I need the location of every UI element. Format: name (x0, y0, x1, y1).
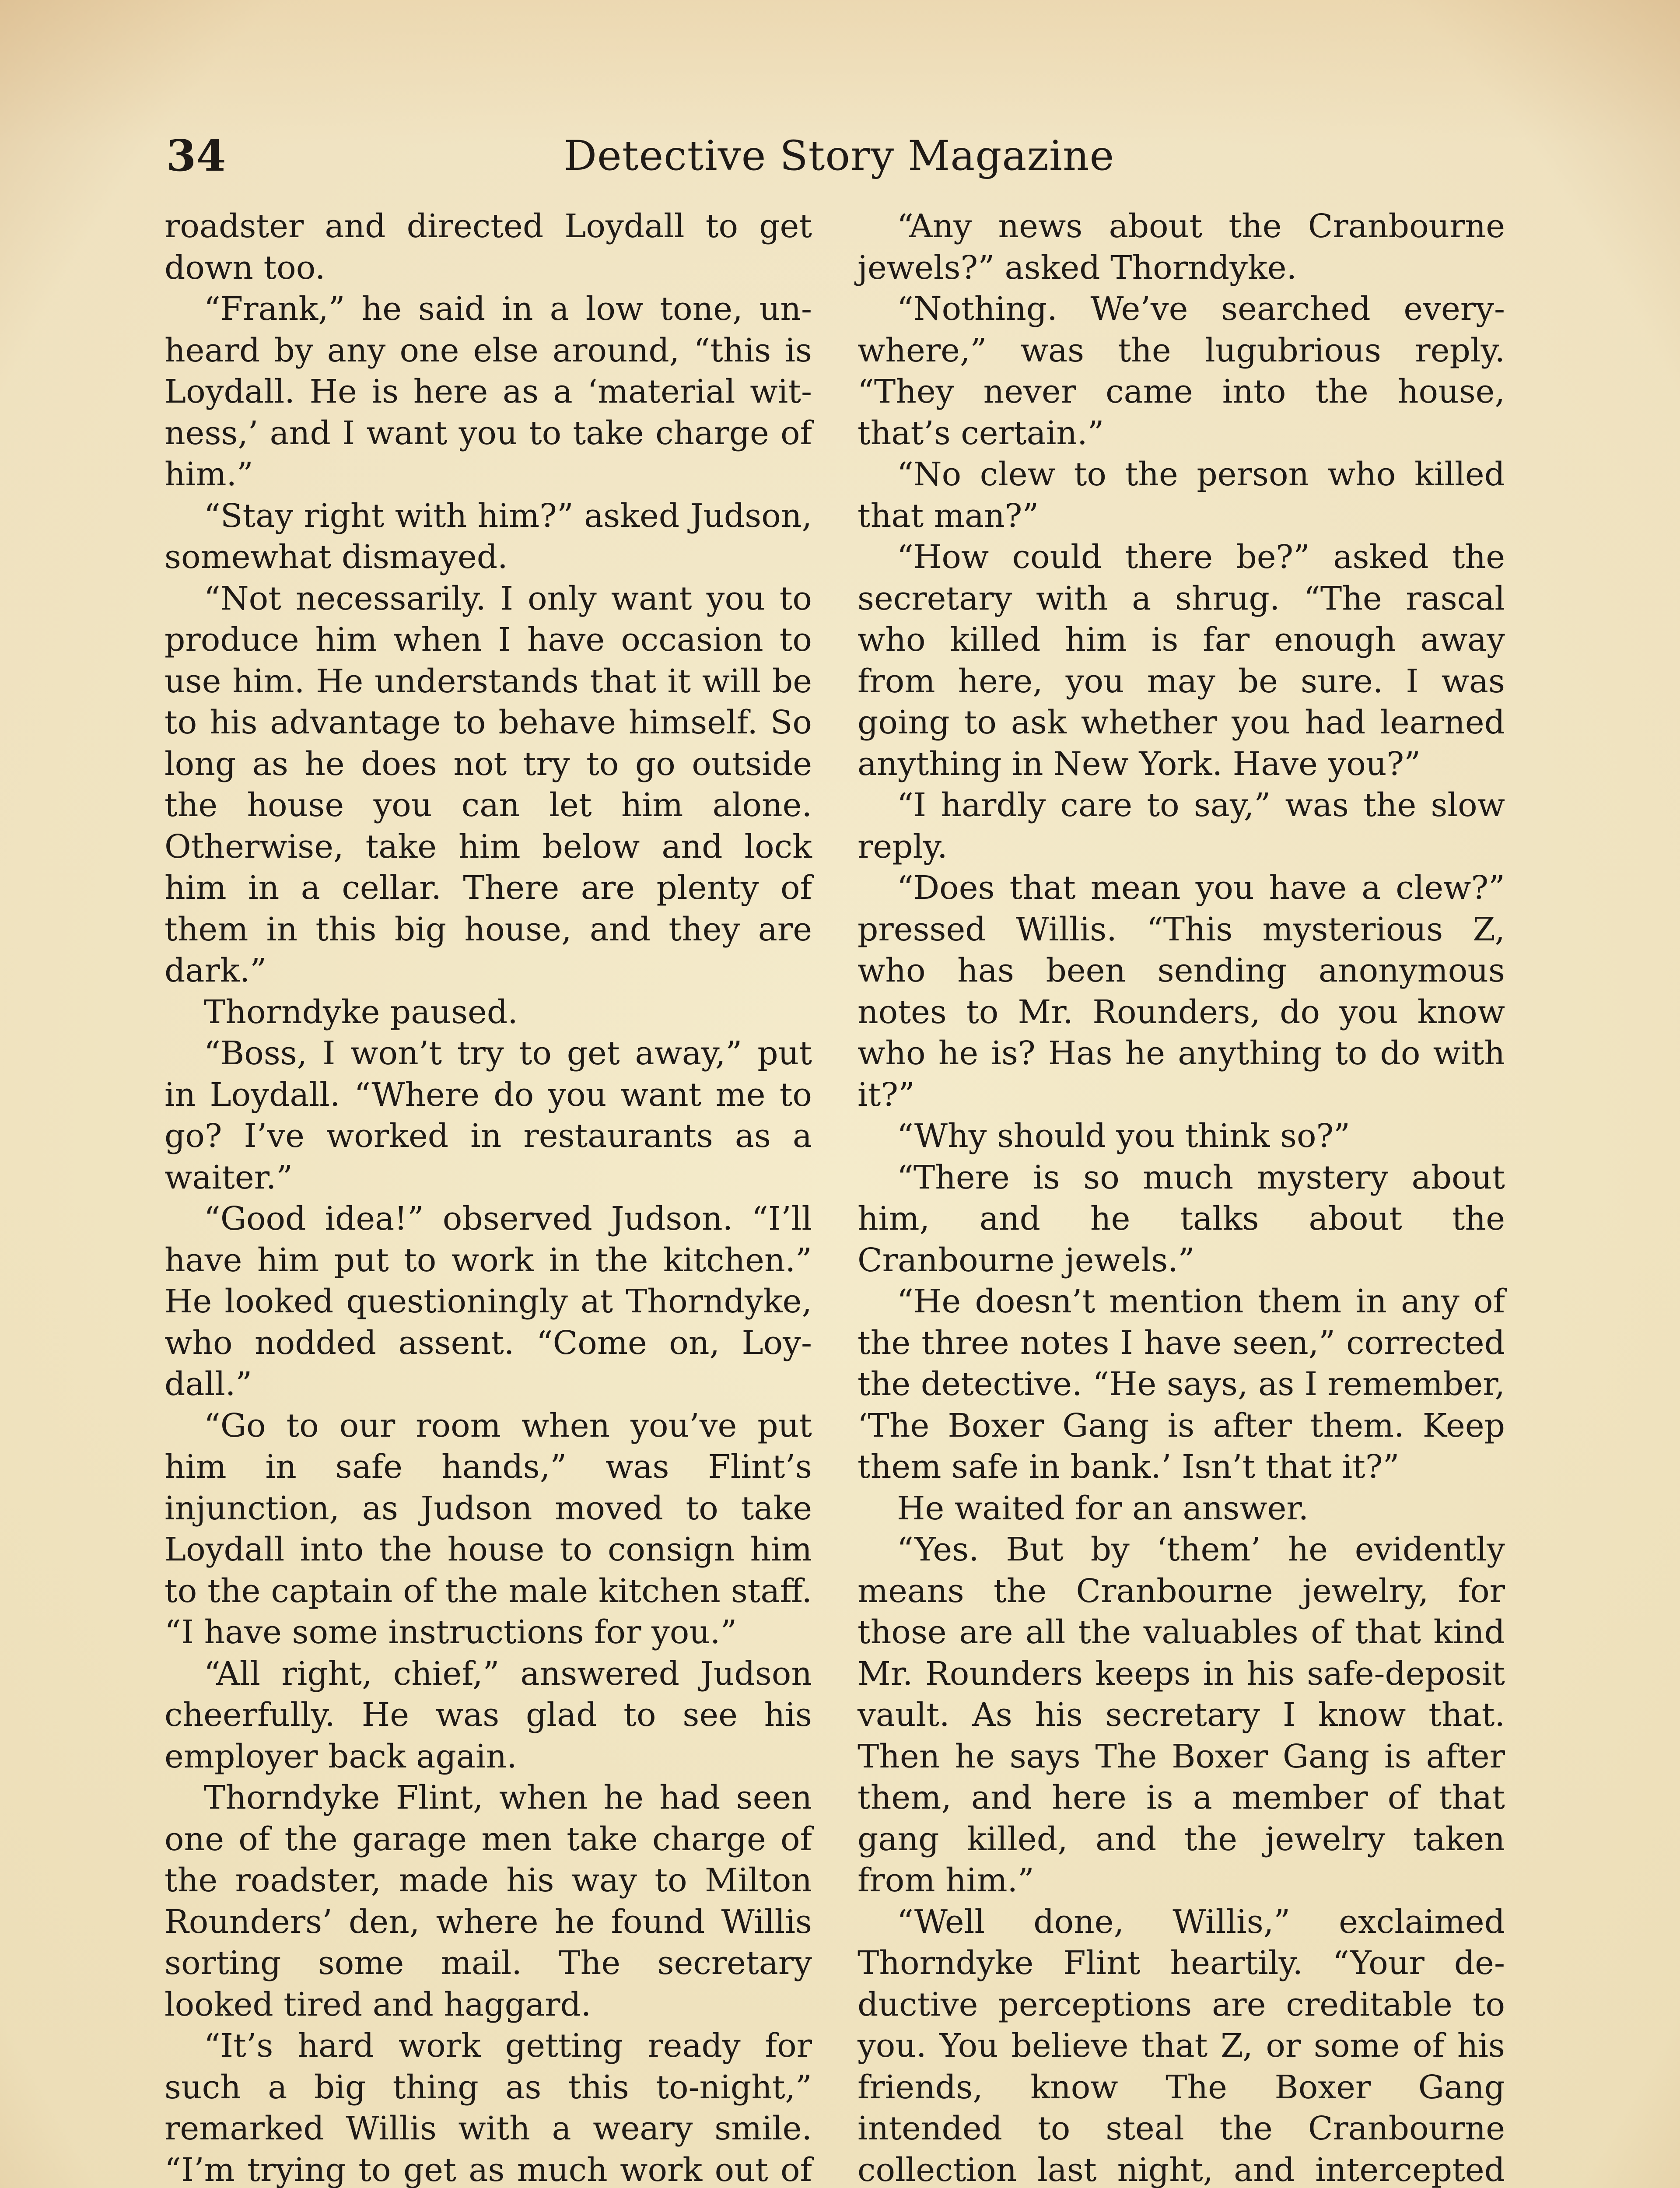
right-column (858, 206, 1505, 2188)
page-header (166, 128, 1512, 185)
left-column (164, 206, 812, 2188)
paragraph: “Nothing. We’ve searched everywhere,” was the lugubrious reply. “They never came into the house, that’s certain.” (858, 290, 1505, 452)
paragraph: “I hardly care to say,” was the slow reply. (858, 786, 1505, 866)
paragraph: “Boss, I won’t try to get away,” put in Loydall. “Where do you want me to go? I’ve worked in restaurants as a waiter.” (164, 1034, 812, 1196)
paragraph: “All right, chief,” answered Judson cheerfully. He was glad to see his employer back again. (164, 1655, 812, 1775)
paragraph: roadster and directed Loydall to get down too. (164, 207, 812, 287)
paragraph: “Not necessarily. I only want you to produce him when I have occasion to use him. He understands that it will be to his advantage to behave himself. So long as he does not try to go outside the house you can let him alone. Otherwise, take him below and lock him in a cellar. There are plenty of them in this big house, and they are dark.” (164, 579, 812, 989)
paragraph: “Yes. But by ‘them’ he evidently means the Cranbourne jewelry, for those are all the valuables of that kind Mr. Rounders keeps in his safe-deposit vault. As his secretary I know that. Then he says The Boxer Gang is after them, and here is a member of that gang killed, and the jewelry taken from him.” (858, 1531, 1505, 1899)
paragraph: “No clew to the person who killed that man?” (858, 456, 1505, 535)
paragraph: “He doesn’t mention them in any of the three notes I have seen,” corrected the detective. “He says, as I remember, ‘The Boxer Gang is after them. Keep them safe in bank.’ Isn’t that it?” (858, 1283, 1505, 1486)
paragraph: “It’s hard work getting ready for such a big thing as this to-night,” remarked Willis with a weary smile. “I’m trying to get as much work out of (164, 2027, 812, 2188)
page-number: 34 (166, 131, 226, 181)
paragraph: “Go to our room when you’ve put him in safe hands,” was Flint’s injunction, as Judson moved to take Loydall into the house to consign him to the captain of the male kitchen staff. “I have some instructions for you.” (164, 1406, 812, 1651)
paragraph: “Good idea!” observed Judson. “I’ll have him put to work in the kitchen.” He looked questioningly at Thorndyke, who nodded assent. “Come on, Loydall.” (164, 1200, 812, 1403)
paragraph: “Does that mean you have a clew?” pressed Willis. “This mysterious Z, who has been sending anonymous notes to Mr. Rounders, do you know who he is? Has he anything to do with it?” (858, 869, 1505, 1114)
paragraph: “Frank,” he said in a low tone, unheard by any one else around, “this is Loydall. He is here as a ‘material witness,’ and I want you to take charge of him.” (164, 290, 812, 493)
paragraph: Thorndyke Flint, when he had seen one of the garage men take charge of the roadster, made his way to Milton Rounders’ den, where he found Willis sorting some mail. The secretary looked tired and haggard. (164, 1779, 812, 2023)
running-head: Detective Story Magazine (564, 132, 1115, 180)
paragraph: “There is so much mystery about him, and he talks about the Cranbourne jewels.” (858, 1158, 1505, 1279)
paragraph: “How could there be?” asked the secretary with a shrug. “The rascal who killed him is far enough away from here, you may be sure. I was going to ask whether you had learned anything in New York. Have you?” (858, 538, 1505, 783)
paragraph: “Stay right with him?” asked Judson, somewhat dismayed. (164, 497, 812, 576)
paragraph: “Well done, Willis,” exclaimed Thorndyke Flint heartily. “Your deductive perceptions are creditable to you. You believe that Z, or some of his friends, know The Boxer Gang intended to steal the Cranbourne collection last night, and intercepted (858, 1903, 1505, 2188)
paragraph: He waited for an answer. (897, 1489, 1309, 1527)
paragraph: “Any news about the Cranbourne jewels?” asked Thorndyke. (858, 207, 1505, 287)
paragraph: Thorndyke paused. (204, 993, 518, 1031)
paragraph: “Why should you think so?” (897, 1117, 1350, 1155)
